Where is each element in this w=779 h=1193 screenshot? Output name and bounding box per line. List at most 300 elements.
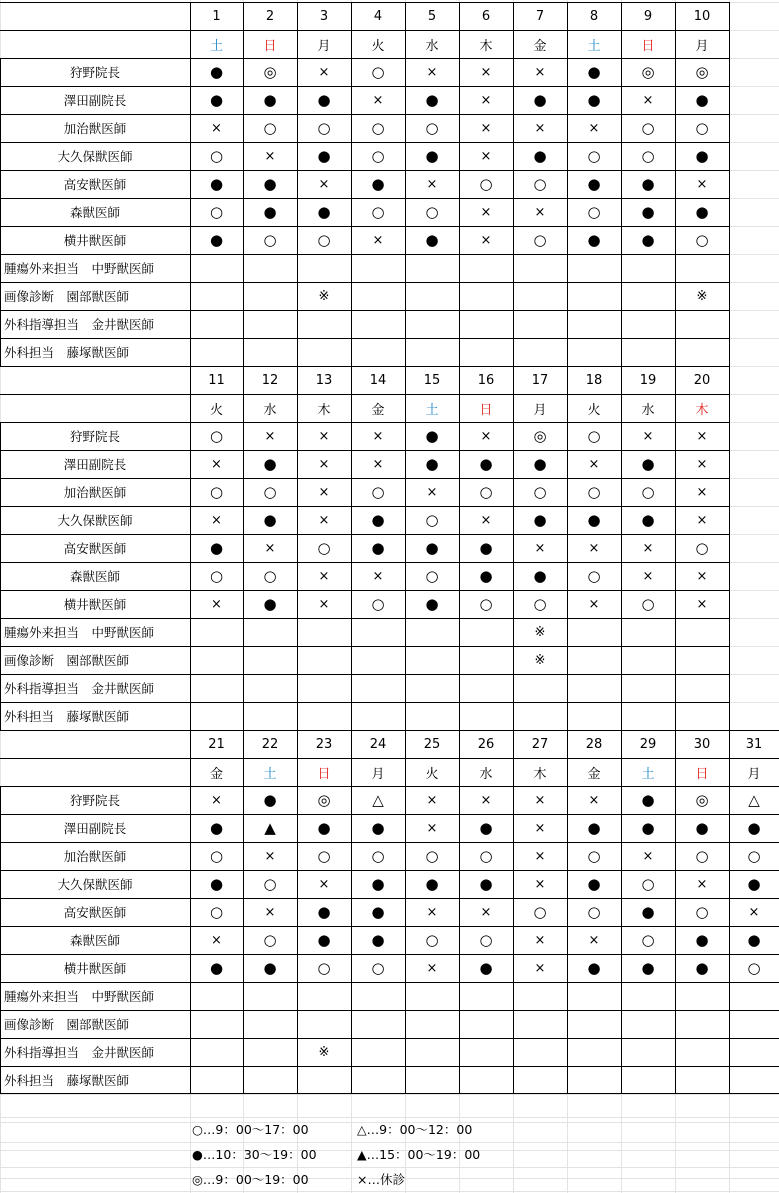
schedule-cell: ● xyxy=(641,230,655,249)
schedule-cell: ○ xyxy=(479,482,493,501)
schedule-cell xyxy=(729,1038,779,1066)
schedule-cell: ● xyxy=(479,818,493,837)
schedule-cell xyxy=(513,1010,567,1038)
grid-line xyxy=(0,198,729,199)
schedule-cell xyxy=(675,1038,729,1066)
grid-line xyxy=(0,142,729,143)
schedule-cell xyxy=(621,254,675,282)
schedule-cell: ○ xyxy=(533,594,547,613)
grid-line xyxy=(0,1066,779,1067)
schedule-cell: ● xyxy=(533,510,547,529)
schedule-cell xyxy=(351,646,405,674)
schedule-cell: × xyxy=(318,64,330,80)
schedule-cell: ● xyxy=(641,202,655,221)
schedule-cell xyxy=(243,1066,297,1094)
schedule-cell: ● xyxy=(425,874,439,893)
date-header: 7 xyxy=(535,8,545,24)
schedule-cell: × xyxy=(264,904,276,920)
schedule-cell xyxy=(351,674,405,702)
schedule-cell xyxy=(513,282,567,310)
schedule-cell: ● xyxy=(587,230,601,249)
schedule-cell: ● xyxy=(425,90,439,109)
grid-line xyxy=(0,1010,779,1011)
schedule-cell: ○ xyxy=(587,482,601,501)
grid-line xyxy=(729,2,730,367)
schedule-cell: × xyxy=(318,176,330,192)
grid-line xyxy=(0,30,729,31)
schedule-cell: × xyxy=(642,568,654,584)
schedule-cell: × xyxy=(534,120,546,136)
schedule-cell xyxy=(675,1010,729,1038)
schedule-cell: △ xyxy=(748,790,760,809)
schedule-cell: ○ xyxy=(263,930,277,949)
schedule-cell xyxy=(729,1010,779,1038)
schedule-cell: × xyxy=(426,904,438,920)
schedule-cell xyxy=(621,646,675,674)
schedule-cell xyxy=(513,1038,567,1066)
grid-line xyxy=(243,730,244,1094)
grid-line xyxy=(0,618,729,619)
schedule-cell: × xyxy=(264,148,276,164)
schedule-cell: × xyxy=(534,876,546,892)
doctor-name: 狩野院長 xyxy=(69,65,120,80)
schedule-cell: ○ xyxy=(263,230,277,249)
legend-item: ○…9：00〜17：00 xyxy=(192,1122,309,1137)
schedule-cell: × xyxy=(534,64,546,80)
schedule-cell: ● xyxy=(209,818,224,837)
date-header: 5 xyxy=(427,8,437,24)
schedule-cell xyxy=(243,674,297,702)
schedule-cell xyxy=(459,674,513,702)
schedule-cell xyxy=(190,338,243,366)
schedule-cell: × xyxy=(534,932,546,948)
weekday-header: 木 xyxy=(533,766,547,782)
schedule-cell: ● xyxy=(695,146,709,165)
schedule-cell: × xyxy=(696,568,708,584)
schedule-cell: ● xyxy=(263,174,277,193)
schedule-cell: × xyxy=(372,456,384,472)
schedule-cell: ● xyxy=(209,874,224,893)
schedule-cell: ○ xyxy=(695,538,709,557)
schedule-cell: ○ xyxy=(263,482,277,501)
date-header: 25 xyxy=(423,736,441,752)
schedule-cell: ○ xyxy=(425,118,439,137)
schedule-cell xyxy=(459,982,513,1010)
schedule-cell: ○ xyxy=(695,902,709,921)
schedule-cell xyxy=(190,618,243,646)
schedule-cell xyxy=(621,310,675,338)
schedule-cell: × xyxy=(426,792,438,808)
schedule-cell xyxy=(567,674,621,702)
schedule-cell: ○ xyxy=(747,958,761,977)
schedule-cell xyxy=(621,1038,675,1066)
schedule-cell: × xyxy=(480,148,492,164)
schedule-cell: ● xyxy=(209,62,224,81)
schedule-cell: ◎ xyxy=(641,62,655,81)
grid-line xyxy=(351,2,352,367)
schedule-cell: × xyxy=(696,428,708,444)
schedule-cell: ○ xyxy=(425,846,439,865)
date-header: 4 xyxy=(373,8,383,24)
grid-line xyxy=(297,366,298,731)
schedule-cell: ● xyxy=(747,818,761,837)
doctor-name: 森獣医師 xyxy=(69,205,120,220)
schedule-cell xyxy=(190,282,243,310)
schedule-cell: × xyxy=(318,428,330,444)
doctor-name: 狩野院長 xyxy=(69,793,120,808)
grid-line xyxy=(297,2,298,367)
grid-line xyxy=(0,982,779,983)
schedule-cell: × xyxy=(642,848,654,864)
schedule-cell xyxy=(405,1038,459,1066)
schedule-cell xyxy=(405,282,459,310)
legend-item: ◎…9：00〜19：00 xyxy=(192,1172,309,1187)
legend-item: ▲…15：00〜19：00 xyxy=(357,1147,481,1162)
doctor-name: 高安獣医師 xyxy=(63,905,127,920)
schedule-cell xyxy=(297,254,351,282)
schedule-cell: ○ xyxy=(209,146,224,165)
doctor-name: 画像診断 園部獣医師 xyxy=(4,289,130,304)
schedule-cell xyxy=(513,338,567,366)
weekday-header: 金 xyxy=(533,38,547,54)
schedule-cell: ● xyxy=(587,62,601,81)
grid-line xyxy=(459,730,460,1094)
schedule-cell xyxy=(567,702,621,730)
grid-line xyxy=(0,702,729,703)
schedule-cell: × xyxy=(696,456,708,472)
grid-line xyxy=(0,114,729,115)
schedule-cell: × xyxy=(264,848,276,864)
schedule-cell: ○ xyxy=(641,118,655,137)
schedule-cell xyxy=(405,310,459,338)
schedule-cell: ○ xyxy=(209,482,224,501)
schedule-cell xyxy=(190,674,243,702)
schedule-cell: ○ xyxy=(479,846,493,865)
schedule-cell: ● xyxy=(425,594,439,613)
schedule-cell xyxy=(351,618,405,646)
schedule-cell: ● xyxy=(695,202,709,221)
schedule-cell: ◎ xyxy=(695,62,709,81)
date-header: 28 xyxy=(585,736,603,752)
schedule-cell: × xyxy=(480,904,492,920)
schedule-cell: × xyxy=(426,960,438,976)
grid-line xyxy=(0,58,1,366)
schedule-cell xyxy=(190,1038,243,1066)
grid-line xyxy=(0,898,779,899)
schedule-cell: ○ xyxy=(533,902,547,921)
grid-line xyxy=(729,366,730,731)
schedule-cell xyxy=(351,1038,405,1066)
schedule-cell xyxy=(675,338,729,366)
schedule-cell: ○ xyxy=(317,538,331,557)
grid-line xyxy=(0,758,779,759)
schedule-cell xyxy=(621,618,675,646)
doctor-name: 外科担当 藤塚獣医師 xyxy=(4,1073,130,1088)
schedule-cell: ● xyxy=(641,902,655,921)
schedule-cell: △ xyxy=(372,790,384,809)
schedule-cell: ○ xyxy=(425,566,439,585)
grid-line xyxy=(0,86,729,87)
schedule-cell: ● xyxy=(533,90,547,109)
grid-line xyxy=(0,422,1,730)
schedule-cell: ○ xyxy=(479,174,493,193)
schedule-cell: ● xyxy=(371,902,385,921)
schedule-cell: × xyxy=(318,512,330,528)
grid-line xyxy=(0,58,729,59)
doctor-name: 画像診断 園部獣医師 xyxy=(4,653,130,668)
schedule-cell xyxy=(405,674,459,702)
grid-line xyxy=(0,870,779,871)
schedule-cell: × xyxy=(318,484,330,500)
schedule-cell xyxy=(567,282,621,310)
schedule-cell xyxy=(297,1066,351,1094)
schedule-cell xyxy=(459,646,513,674)
schedule-cell xyxy=(675,310,729,338)
weekday-header: 金 xyxy=(371,402,385,418)
doctor-name: 外科指導担当 金井獣医師 xyxy=(4,681,155,696)
grid-line xyxy=(0,2,729,3)
grid-line xyxy=(567,730,568,1094)
schedule-cell: ※ xyxy=(534,624,546,640)
schedule-cell: ● xyxy=(317,202,331,221)
grid-line xyxy=(0,1093,779,1094)
grid-line xyxy=(729,730,730,1094)
schedule-cell xyxy=(243,618,297,646)
schedule-cell: ● xyxy=(425,230,439,249)
schedule-cell xyxy=(567,646,621,674)
schedule-cell: ● xyxy=(263,594,277,613)
schedule-cell: × xyxy=(480,428,492,444)
schedule-cell: ○ xyxy=(317,846,331,865)
schedule-cell: ● xyxy=(371,510,385,529)
schedule-cell: ○ xyxy=(371,594,385,613)
schedule-cell: ○ xyxy=(695,230,709,249)
schedule-cell xyxy=(675,1066,729,1094)
schedule-cell xyxy=(190,646,243,674)
grid-line xyxy=(567,2,568,367)
schedule-cell: × xyxy=(534,792,546,808)
schedule-cell xyxy=(243,310,297,338)
schedule-cell: ○ xyxy=(317,958,331,977)
schedule-cell xyxy=(243,282,297,310)
grid-line xyxy=(0,1094,779,1095)
schedule-cell xyxy=(405,702,459,730)
schedule-cell: ○ xyxy=(533,482,547,501)
doctor-name: 高安獣医師 xyxy=(63,541,127,556)
weekday-header: 金 xyxy=(587,766,601,782)
schedule-cell: × xyxy=(748,904,760,920)
grid-line xyxy=(405,366,406,731)
grid-line xyxy=(0,646,729,647)
weekday-header: 火 xyxy=(209,402,223,418)
grid-line xyxy=(243,2,244,367)
doctor-name: 腫瘍外来担当 中野獣医師 xyxy=(4,625,155,640)
schedule-cell: × xyxy=(211,120,222,136)
schedule-cell: × xyxy=(372,428,384,444)
schedule-cell xyxy=(567,1038,621,1066)
schedule-cell: ○ xyxy=(641,930,655,949)
schedule-cell: × xyxy=(264,540,276,556)
schedule-cell: ● xyxy=(317,146,331,165)
schedule-cell: ○ xyxy=(317,230,331,249)
grid-line xyxy=(0,1038,779,1039)
schedule-cell xyxy=(351,338,405,366)
schedule-cell: × xyxy=(534,960,546,976)
schedule-cell: ○ xyxy=(641,594,655,613)
legend-item: ●…10：30〜19：00 xyxy=(192,1147,317,1162)
date-header: 14 xyxy=(369,372,387,388)
schedule-cell: ● xyxy=(371,930,385,949)
schedule-cell xyxy=(190,254,243,282)
grid-line xyxy=(297,730,298,1094)
schedule-cell: ● xyxy=(533,566,547,585)
schedule-cell: ● xyxy=(533,146,547,165)
schedule-cell: ● xyxy=(641,454,655,473)
weekday-header: 木 xyxy=(695,402,709,418)
schedule-cell xyxy=(405,338,459,366)
schedule-cell: × xyxy=(534,204,546,220)
schedule-cell xyxy=(243,338,297,366)
schedule-cell xyxy=(351,702,405,730)
schedule-cell: ● xyxy=(641,958,655,977)
doctor-name: 大久保獣医師 xyxy=(57,877,133,892)
grid-line xyxy=(243,366,244,731)
schedule-cell xyxy=(621,982,675,1010)
schedule-cell: ○ xyxy=(641,482,655,501)
schedule-cell: ● xyxy=(747,874,761,893)
grid-line xyxy=(621,730,622,1094)
grid-line xyxy=(513,730,514,1094)
date-header: 11 xyxy=(208,372,225,388)
date-header: 29 xyxy=(639,736,657,752)
schedule-cell: ○ xyxy=(425,510,439,529)
schedule-cell: ○ xyxy=(587,146,601,165)
schedule-cell: × xyxy=(480,204,492,220)
schedule-cell xyxy=(675,674,729,702)
schedule-cell: ● xyxy=(317,90,331,109)
schedule-cell: ● xyxy=(209,958,224,977)
date-header: 13 xyxy=(315,372,333,388)
schedule-cell: × xyxy=(264,428,276,444)
schedule-cell: ● xyxy=(209,538,224,557)
schedule-cell xyxy=(621,338,675,366)
schedule-cell: ◎ xyxy=(317,790,331,809)
schedule-cell: ※ xyxy=(534,652,546,668)
schedule-cell xyxy=(567,982,621,1010)
date-header: 6 xyxy=(481,8,491,24)
doctor-name: 腫瘍外来担当 中野獣医師 xyxy=(4,261,155,276)
schedule-cell: ◎ xyxy=(533,426,547,445)
schedule-cell xyxy=(243,1038,297,1066)
schedule-cell xyxy=(405,618,459,646)
schedule-cell: × xyxy=(588,540,600,556)
grid-line xyxy=(0,730,779,731)
schedule-cell: × xyxy=(696,876,708,892)
schedule-cell: ● xyxy=(747,930,761,949)
schedule-cell: ○ xyxy=(695,118,709,137)
schedule-cell xyxy=(621,282,675,310)
schedule-cell: ● xyxy=(209,174,224,193)
schedule-cell: ● xyxy=(317,930,331,949)
doctor-name: 澤田副院長 xyxy=(63,821,127,836)
schedule-cell: ○ xyxy=(209,902,224,921)
grid-line xyxy=(621,2,622,367)
schedule-cell xyxy=(459,702,513,730)
schedule-cell: ○ xyxy=(533,230,547,249)
schedule-cell: ● xyxy=(263,958,277,977)
schedule-cell: ● xyxy=(533,454,547,473)
date-header: 22 xyxy=(261,736,279,752)
schedule-cell: × xyxy=(211,456,222,472)
schedule-cell: ● xyxy=(587,818,601,837)
schedule-cell: ○ xyxy=(371,958,385,977)
schedule-cell: ○ xyxy=(371,846,385,865)
schedule-cell: ● xyxy=(641,818,655,837)
schedule-cell: × xyxy=(318,876,330,892)
grid-line xyxy=(0,842,779,843)
grid-line xyxy=(675,366,676,731)
weekday-header: 火 xyxy=(371,38,385,54)
schedule-cell xyxy=(297,338,351,366)
schedule-cell: ○ xyxy=(209,426,224,445)
schedule-cell xyxy=(675,702,729,730)
schedule-cell xyxy=(297,618,351,646)
date-header: 20 xyxy=(693,372,711,388)
grid-line xyxy=(675,730,676,1094)
schedule-cell: ※ xyxy=(318,1044,330,1060)
schedule-cell: × xyxy=(480,512,492,528)
schedule-cell: ● xyxy=(371,174,385,193)
grid-line xyxy=(0,786,779,787)
doctor-name: 加治獣医師 xyxy=(63,849,127,864)
schedule-cell: ● xyxy=(695,90,709,109)
date-header: 2 xyxy=(265,8,275,24)
schedule-cell: ● xyxy=(587,958,601,977)
schedule-cell xyxy=(567,338,621,366)
schedule-cell xyxy=(351,1066,405,1094)
date-header: 15 xyxy=(423,372,441,388)
schedule-cell: ※ xyxy=(318,288,330,304)
schedule-cell: ○ xyxy=(371,482,385,501)
doctor-name: 狩野院長 xyxy=(69,429,120,444)
schedule-cell: ● xyxy=(695,818,709,837)
schedule-cell: ○ xyxy=(209,846,224,865)
schedule-cell: × xyxy=(588,596,600,612)
schedule-cell: ○ xyxy=(533,174,547,193)
date-header: 12 xyxy=(261,372,279,388)
grid-line xyxy=(0,786,1,1093)
schedule-cell: × xyxy=(318,596,330,612)
schedule-cell: ● xyxy=(695,930,709,949)
grid-line xyxy=(0,366,729,367)
grid-line xyxy=(567,366,568,731)
schedule-cell: ● xyxy=(479,454,493,473)
schedule-cell xyxy=(405,646,459,674)
schedule-cell xyxy=(459,282,513,310)
schedule-cell: ○ xyxy=(587,566,601,585)
schedule-cell xyxy=(513,982,567,1010)
weekday-header: 月 xyxy=(317,38,331,54)
schedule-cell: × xyxy=(642,428,654,444)
schedule-cell: ● xyxy=(641,790,655,809)
schedule-cell: × xyxy=(588,456,600,472)
weekday-header: 月 xyxy=(747,766,761,782)
schedule-cell xyxy=(190,702,243,730)
schedule-cell: ● xyxy=(371,538,385,557)
schedule-cell: ○ xyxy=(479,930,493,949)
schedule-cell: × xyxy=(211,596,222,612)
schedule-cell xyxy=(567,1066,621,1094)
